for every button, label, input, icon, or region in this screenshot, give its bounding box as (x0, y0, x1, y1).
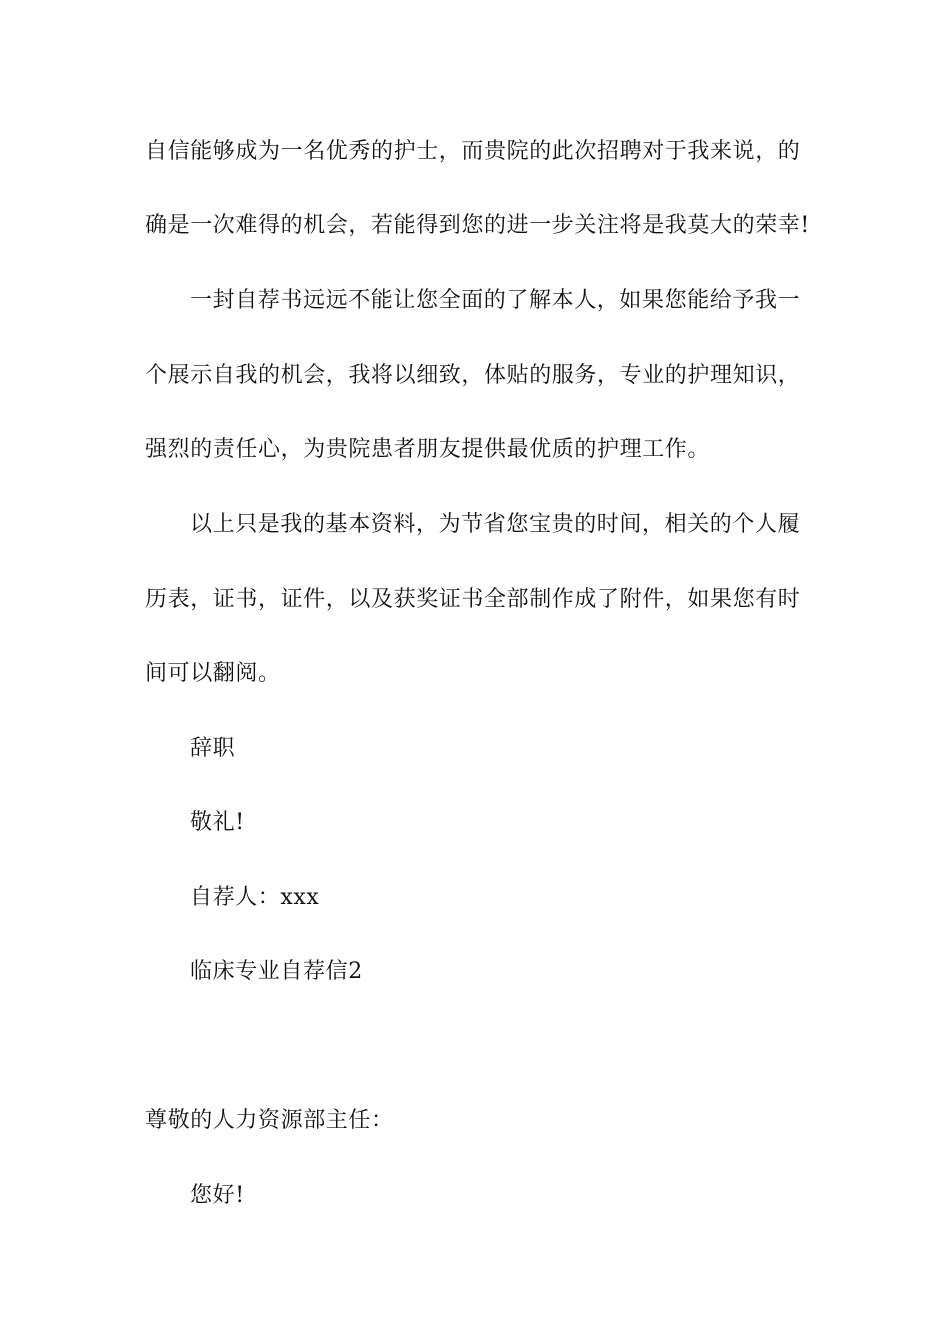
greeting-line: 您好! (190, 1183, 245, 1208)
paragraph-line: 一封自荐书远远不能让您全面的了解本人，如果您能给予我一 (190, 288, 801, 313)
closing-text: 辞职 (190, 736, 236, 761)
section-heading: 临床专业自荐信2 (190, 959, 363, 984)
paragraph-line: 强烈的责任心，为贵院患者朋友提供最优质的护理工作。 (145, 437, 711, 462)
paragraph-line: 个展示自我的机会，我将以细致，体贴的服务，专业的护理知识， (145, 363, 801, 388)
salutation-closing: 敬礼! (190, 810, 245, 835)
paragraph-line: 以上只是我的基本资料，为节省您宝贵的时间，相关的个人履 (190, 512, 801, 537)
recipient-salutation: 尊敬的人力资源部主任： (145, 1108, 394, 1133)
paragraph-line: 间可以翻阅。 (145, 661, 281, 686)
signature-line: 自荐人：xxx (190, 885, 320, 910)
paragraph-line: 历表，证书，证件，以及获奖证书全部制作成了附件，如果您有时 (145, 587, 801, 612)
paragraph-line: 确是一次难得的机会，若能得到您的进一步关注将是我莫大的荣幸! (145, 213, 810, 238)
paragraph-line: 自信能够成为一名优秀的护士，而贵院的此次招聘对于我来说，的 (145, 139, 801, 164)
